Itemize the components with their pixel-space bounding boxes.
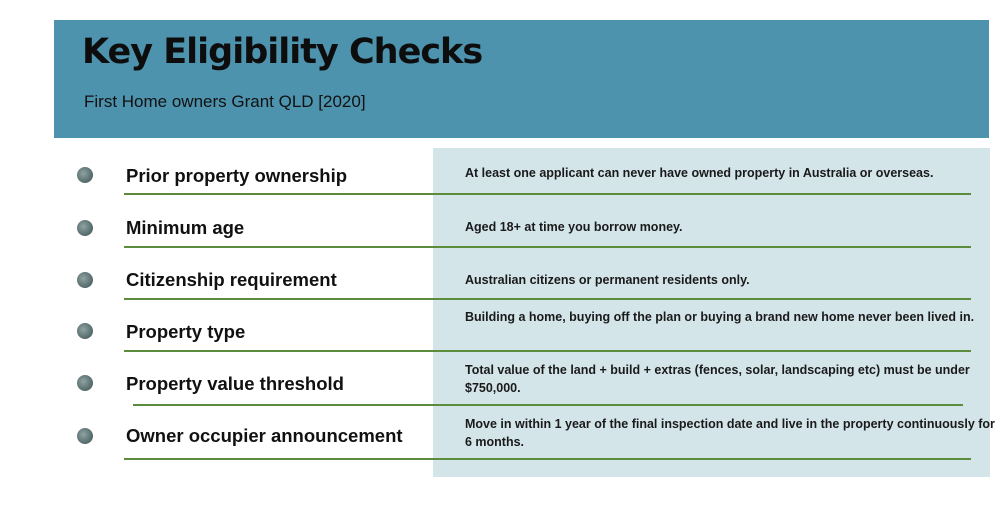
header-banner — [54, 20, 989, 138]
bullet-icon — [77, 167, 93, 183]
check-row-owner-occupier — [0, 408, 1007, 460]
check-description: Total value of the land + build + extras (fences, solar, landscaping etc) must be under $750,000. — [465, 363, 970, 395]
check-row-prior-ownership — [0, 148, 1007, 200]
check-label: Property type — [126, 321, 246, 342]
check-label: Prior property ownership — [126, 165, 348, 186]
bullet-icon — [77, 220, 93, 236]
check-description: Australian citizens or permanent residents only. — [465, 273, 750, 287]
row-divider — [133, 404, 963, 406]
check-description: Move in within 1 year of the final inspection date and live in the property continuously for 6 months. — [465, 417, 995, 449]
row-divider — [124, 193, 971, 195]
row-divider — [124, 246, 971, 248]
row-divider — [124, 298, 971, 300]
bullet-icon — [77, 272, 93, 288]
page-subtitle: First Home owners Grant QLD [2020] — [84, 92, 366, 111]
check-label: Citizenship requirement — [126, 269, 337, 290]
check-label: Owner occupier announcement — [126, 425, 403, 446]
check-description: Building a home, buying off the plan or buying a brand new home never been lived in. — [465, 310, 975, 324]
bullet-icon — [77, 375, 93, 391]
check-row-minimum-age — [0, 200, 1007, 252]
bullet-icon — [77, 323, 93, 339]
row-divider — [124, 458, 971, 460]
row-divider — [124, 350, 971, 352]
check-label: Property value threshold — [126, 373, 344, 394]
check-description: At least one applicant can never have owned property in Australia or overseas. — [465, 166, 934, 180]
check-description: Aged 18+ at time you borrow money. — [465, 220, 683, 234]
check-row-citizenship — [0, 252, 1007, 304]
bullet-icon — [77, 428, 93, 444]
check-row-property-value — [0, 356, 1007, 408]
check-label: Minimum age — [126, 217, 245, 238]
page-title: Key Eligibility Checks — [82, 32, 483, 72]
check-row-property-type — [0, 304, 1007, 356]
